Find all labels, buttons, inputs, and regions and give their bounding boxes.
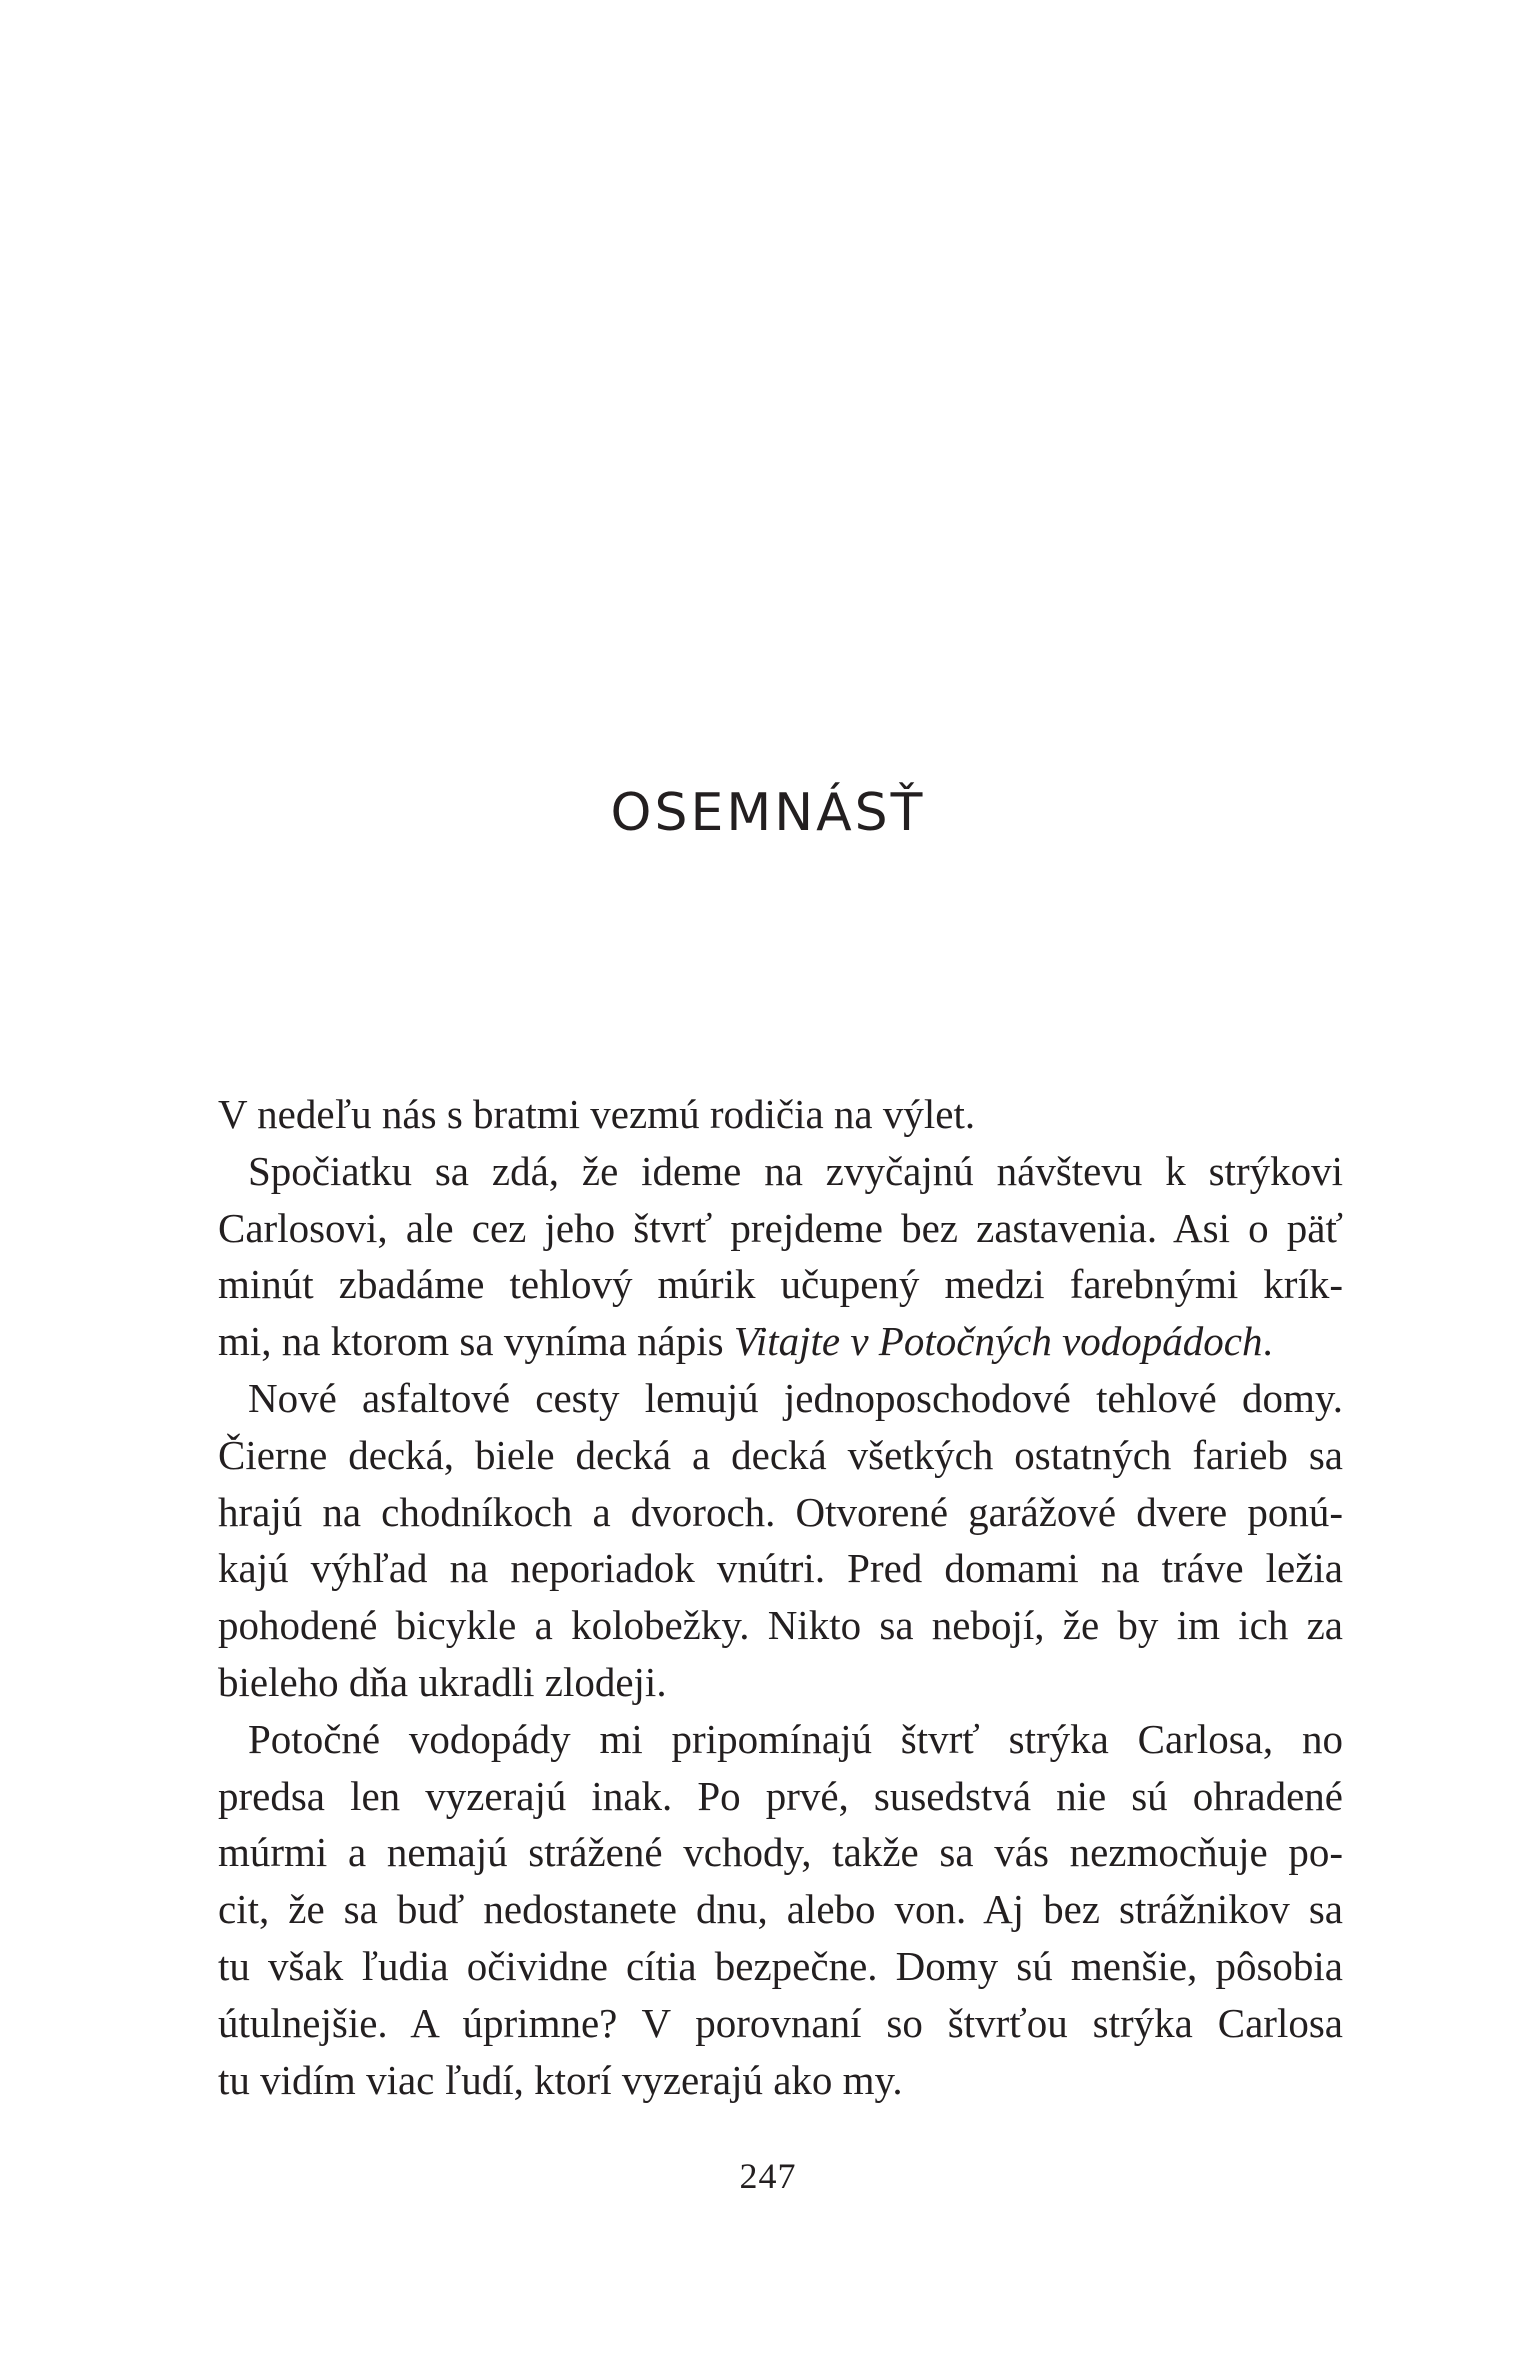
italic-sign-text: Vitajte v Potočných vodopádoch: [733, 1318, 1263, 1365]
text-line: hrajú na chodníkoch a dvoroch. Otvorené garážové dvere ponú-: [218, 1488, 1343, 1535]
text-line: Nové asfaltové cesty lemujú jednoposchodové tehlové domy.: [248, 1374, 1343, 1421]
text-line: útulnejšie. A úprimne? V porovnaní so štvrťou strýka Carlosa: [218, 1999, 1343, 2046]
text-line: minút zbadáme tehlový múrik učupený medzi farebnými krík-: [218, 1261, 1343, 1308]
text-line: bieleho dňa ukradli zlodeji.: [218, 1658, 667, 1705]
text-line: Spočiatku sa zdá, že ideme na zvyčajnú návštevu k strýkovi: [248, 1147, 1343, 1194]
text-line: tu vidím viac ľudí, ktorí vyzerajú ako my.: [218, 2056, 903, 2103]
chapter-title: OSEMNÁSŤ: [610, 783, 926, 843]
text-line: predsa len vyzerajú inak. Po prvé, susedstvá nie sú ohradené: [218, 1772, 1343, 1819]
text-line: pohodené bicykle a kolobežky. Nikto sa nebojí, že by im ich za: [218, 1602, 1343, 1649]
text-segment: mi, na ktorom sa vyníma nápis: [218, 1318, 734, 1365]
text-line-with-italic: [218, 1313, 1343, 1370]
text-segment: .: [1262, 1318, 1273, 1365]
text-line: Čierne decká, biele decká a decká všetkých ostatných farieb sa: [218, 1431, 1343, 1478]
text-line: Carlosovi, ale cez jeho štvrť prejdeme bez zastavenia. Asi o päť: [218, 1204, 1343, 1251]
body-text: [218, 1086, 1343, 2108]
page-number: 247: [739, 2156, 797, 2196]
text-line: tu však ľudia očividne cítia bezpečne. Domy sú menšie, pôsobia: [218, 1942, 1343, 1989]
text-line: múrmi a nemajú strážené vchody, takže sa vás nezmocňuje po-: [218, 1829, 1343, 1876]
text-line: Potočné vodopády mi pripomínajú štvrť strýka Carlosa, no: [248, 1715, 1343, 1762]
text-line: V nedeľu nás s bratmi vezmú rodičia na výlet.: [218, 1091, 976, 1137]
text-line: cit, že sa buď nedostanete dnu, alebo von. Aj bez strážnikov sa: [218, 1886, 1343, 1933]
text-line: kajú výhľad na neporiadok vnútri. Pred domami na tráve ležia: [218, 1545, 1343, 1592]
